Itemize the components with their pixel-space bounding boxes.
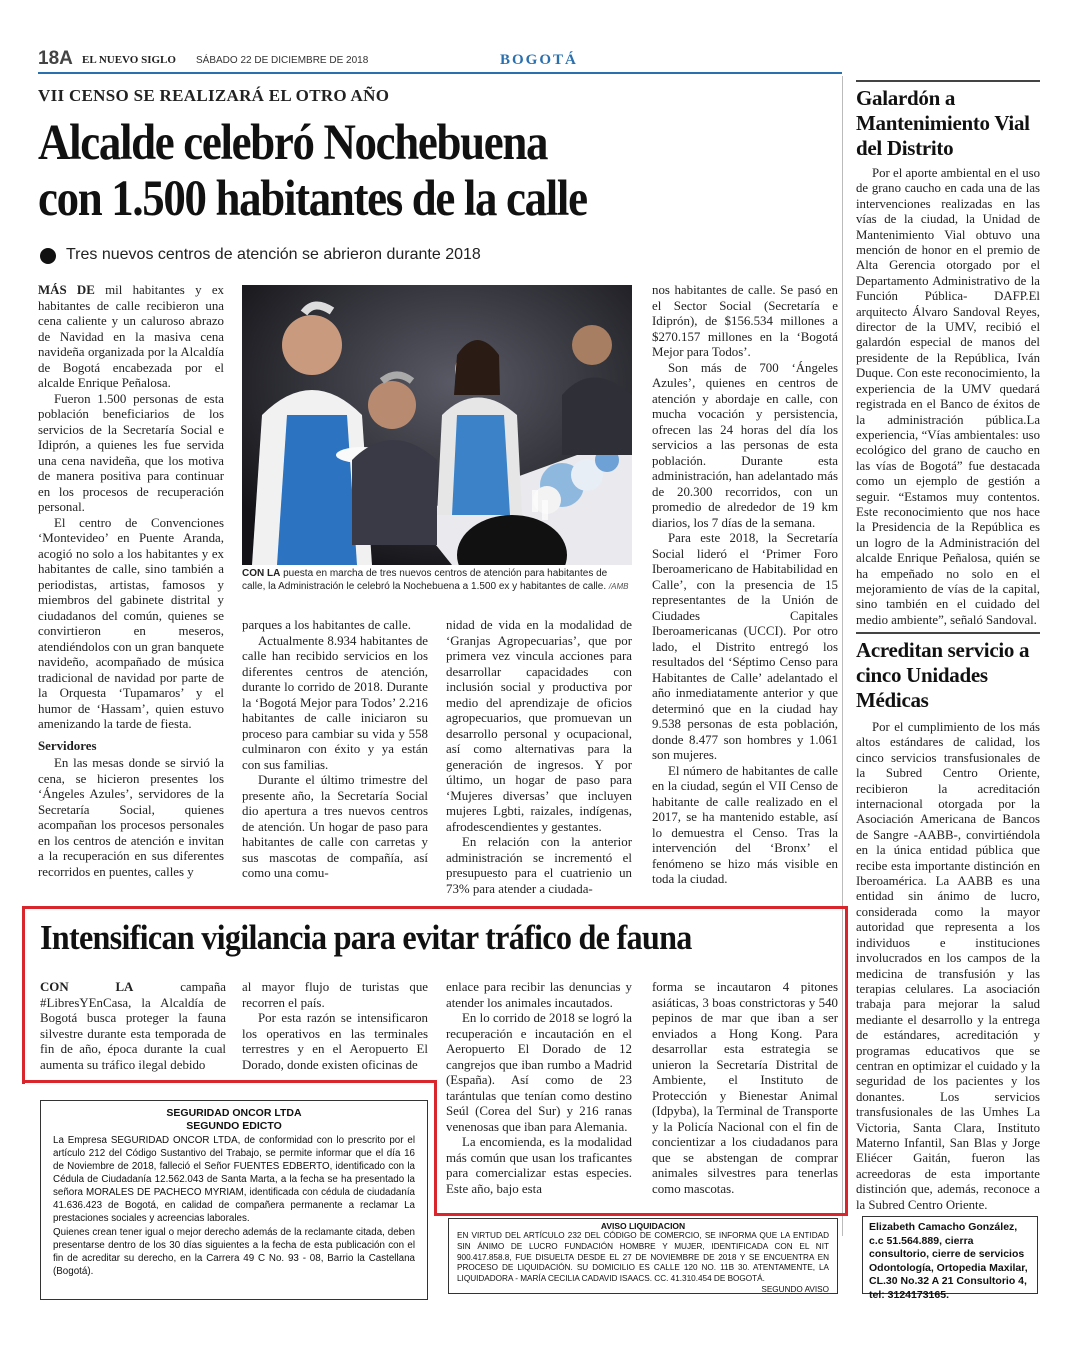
paragraph: Fueron 1.500 personas de esta población beneficiarios de los servicios de la Secretaría Social e Idiprón, a quienes les fue servida una cena navideña, que los motiva de manera positiva para continuar en los procesos de recuperación personal. <box>38 391 224 514</box>
photo-caption <box>242 568 632 593</box>
page-number: 18A <box>38 48 73 69</box>
notice-subtitle: SEGUNDO EDICTO <box>186 1120 282 1132</box>
headline-line-1: Alcalde celebró Nochebuena <box>38 115 548 171</box>
subhead: Servidores <box>38 738 97 753</box>
article-kicker: VII CENSO SE REALIZARÁ EL OTRO AÑO <box>38 86 390 105</box>
notice-body: La Empresa SEGURIDAD ONCOR LTDA, de conformidad con lo prescrito por el artículo 212 del Código Sustantivo del Trabajo, se permite informar que el día 16 de Noviembre de 2018, falleció el Señor FUENTES EDBERTO, identificado con la Cédula de Ciudadanía 12.562.043 de Santa Marta, a la fecha se ha presentado la señora MORALES DE PACHECO MYRIAM, identificada con cédula de ciudadanía 41.636.423 de Bogotá, en calidad de compañera permanente a reclamar La prestaciones sociales y acreencias laborales. <box>53 1135 415 1224</box>
highlight-box-edge <box>22 1080 437 1083</box>
paragraph: campaña #LibresYEnCasa, la Alcaldía de Bogotá busca proteger la fauna silvestre durante esta temporada de fin de año, época durante la cual aumenta su tráfico ilegal debido <box>40 980 226 1072</box>
paragraph: En relación con la anterior administración se incrementó el presupuesto para el cuatrienio un 73% para atender a ciudada- <box>446 835 632 896</box>
fauna-column-3 <box>446 980 632 1197</box>
paragraph: forma se incautaron 4 pitones asiáticas, 3 boas constrictoras y 540 pepinos de mar que iban a ser enviados a Hong Kong. Para desarrollar esta estrategia se unieron la Secretaría Distrital de Ambiente, el Instituto de Protección y Bienestar Animal (Idpyba), la Terminal de Transporte y la Policía Nacional con el fin de concientizar a los ciudadanos para que se abstengan de comprar animales silvestres para tenerlas como mascotas. <box>652 980 838 1196</box>
notice-title: AVISO LIQUIDACION <box>600 1221 686 1231</box>
article-photo <box>242 285 632 565</box>
paragraph: nos habitantes de calle. Se pasó en el Sector Social (Secretaría e Idiprón), de $156.534 millones a $270.157 millones en la ‘Bogotá Mejor para Todos’. <box>652 283 838 359</box>
fauna-column-4 <box>652 980 838 1197</box>
bullet-icon <box>40 248 56 264</box>
lead-in: MÁS DE <box>38 283 95 297</box>
newspaper-name: EL NUEVO SIGLO <box>82 54 176 66</box>
sidebar-text-1 <box>856 166 1040 628</box>
headline-line-2: con 1.500 habitantes de la calle <box>38 171 587 227</box>
paragraph: El número de habitantes de calle en la ciudad, según el VII Censo de habitante de calle realizado en el 2017, se ha mantenido estable, así lo demuestra el Censo. Tras la intervención del ‘Bronx’ el fenómeno se hizo más visible en toda la ciudad. <box>652 763 838 886</box>
caption-lead: CON LA <box>242 568 281 579</box>
fauna-column-2 <box>242 980 428 1073</box>
notice-body: Quienes crean tener igual o mejor derecho además de la reclamante citada, deben presentarse dentro de los 30 días siguientes a la fecha de esta publicación con el fin de acreditar su derecho, en la Carrera 49 C No. 93 - 08, Barrio la Castellana (Bogotá). <box>53 1227 415 1277</box>
paragraph: En lo corrido de 2018 se logró la recuperación e incautación en el Aeropuerto El Dorado de 12 cangrejos que iban rumbo a Madrid (España). Así como de 23 tarántulas que tenían como destino Seúl (Corea del Sur) y 216 ranas venenosas que iban para Alemania. <box>446 1011 632 1134</box>
paragraph: al mayor flujo de turistas que recorren el país. <box>242 980 428 1010</box>
notice-footer: SEGUNDO AVISO <box>761 1284 829 1294</box>
legal-notice-oncor <box>40 1100 428 1300</box>
article-deck: Tres nuevos centros de atención se abrieron durante 2018 <box>66 246 481 263</box>
sidebar-text-2 <box>856 720 1040 1213</box>
paragraph: enlace para recibir las denuncias y atender los animales incautados. <box>446 980 632 1010</box>
notice-body: EN VIRTUD DEL ARTÍCULO 232 DEL CÓDIGO DE COMERCIO, SE INFORMA QUE LA ENTIDAD SIN ÁNIMO DE LUCRO FUNDACIÓN HOMBRE Y MUJER, IDENTIFICADA CON EL NIT 900.417.858.8, FUE DISUELTA DESDE EL 27 DE NOVIEMBRE DE 2018 Y SE ENCUENTRA EN PROCESO DE LIQUIDACIÓN. SU DOMICILIO ES CALLE 120 NO. 11B 30. ATENTAMENTE, LA LIQUIDADORA - MARÍA CECILIA CADAVID ISAACS. CC. 41.310.454 DE BOGOTÁ. <box>457 1231 829 1284</box>
article-headline <box>38 115 742 227</box>
photo-credit: /AMB <box>608 581 629 591</box>
header-rule <box>38 72 842 74</box>
article-column-1 <box>38 283 224 880</box>
paragraph: Son más de 700 ‘Ángeles Azules’, quienes en centros de atención y abordaje en calle, con mucha vocación y persistencia, ofrecen las 24 horas del día los servicios a las personas de esta población. Durante esta administración, han adelantado más de 20.300 recorridos, con un promedio de alrededor de 19 km diarios, los 7 días de la semana. <box>652 360 838 530</box>
photo-illustration <box>242 285 632 565</box>
lead-in: CON LA <box>40 980 134 994</box>
paragraph: Durante el último trimestre del presente año, la Secretaría Social dio apertura a tres nuevos centros de atención. Un hogar de paso para habitantes de calle con carretas y sus mascotas de compañía, así como una comu- <box>242 773 428 880</box>
paragraph: mil habitantes y ex habitantes de calle recibieron una cena caliente y un caluroso abrazo de Navidad en la masiva cena navideña organizada por la Alcaldía de Bogotá encabezada por el alcalde Enrique Peñalosa. <box>38 283 224 390</box>
paragraph: Actualmente 8.934 habitantes de calle han recibido servicios en los diferentes centros de atención, durante lo corrido de 2018. Durante la ‘Bogotá Mejor para Todos’ 2.216 habitantes de calle iniciaron su proceso para cambiar su vida y 558 culminaron con éxito y ya están con sus familias. <box>242 633 428 772</box>
sidebar-headline-2: Acreditan servicio a cinco Unidades Médicas <box>856 638 1030 712</box>
paragraph: Por el aporte ambiental en el uso de grano caucho en cada una de las intervenciones realizadas en las vías de la ciudad, la Unidad de Mantenimiento Vial obtuvo una mención de honor en el premio de Alta Gerencia otorgado por el Departamento Administrativo de la Función Pública- DAFP.El arquitecto Álvaro Sandoval Reyes, director de la UMV, recibió el galardón especial de manos del presidente de la República, Iván Duque. Con este reconocimiento, la experiencia de la UMV quedará registrada en el Banco de éxitos de la administración pública.La experiencia, “Vías ambientales: uso ecológico del grano de caucho en las vías de Bogotá” fue destacada como un ejemplo de gestión a seguir. “Estamos muy contentos. Este reconocimiento que nos hace la Presidencia de la República es un logro de la Administración del alcalde Enrique Peñalosa, quién se ha empeñado no solo en el mejoramiento de vías de la capital, sino también en el cuidado del medio ambiente”, señaló Sandoval. <box>856 166 1040 627</box>
fauna-column-1 <box>40 980 226 1073</box>
paragraph: parques a los habitantes de calle. <box>242 618 411 632</box>
paragraph: En las mesas donde se sirvió la cena, se hicieron presentes los ‘Ángeles Azules’, servidores de la Secretaría Social, quienes acompañan los procesos personales en los centros de atención e invitan a la recuperación en sus diferentes recorridos en puentes, calles y <box>38 756 224 879</box>
sidebar-headline-1: Galardón a Mantenimiento Vial del Distrito <box>856 86 1030 160</box>
article-column-2 <box>242 618 428 882</box>
issue-date: SÁBADO 22 DE DICIEMBRE DE 2018 <box>196 55 369 66</box>
article-column-4 <box>652 283 838 888</box>
paragraph: nidad de vida en la modalidad de ‘Granjas Agropecuarias’, que por primera vez vincula acciones para desarrollar capacidades con inclusión social y productiva por medio del aprendizaje de oficios agropecuarios, que promuevan un desarrollo personal y ocupacional, así como alternativas para la generación de ingresos. Y por último, un hogar de paso para ‘Mujeres diversas’ que incluyen mujeres Lgbti, raizales, indígenas, afrodescendientes y gestantes. <box>446 618 632 834</box>
article-column-3 <box>446 618 632 897</box>
notice-body: Elizabeth Camacho González, c.c 51.564.889, cierra consultorio, cierre de servicios Odontología, Ortopedia Maxilar, CL.30 No.32 A 21 Consultorio 4, tel: 3124173165. <box>869 1221 1028 1301</box>
notice-title: SEGURIDAD ONCOR LTDA <box>166 1107 302 1119</box>
classified-notice <box>862 1216 1038 1301</box>
paragraph: Para este 2018, la Secretaría Social lideró el ‘Primer Foro Iberoamericano de Habitabilidad en Calle’, con la presencia de 15 representantes de la Unión de Ciudades Capitales Iberoamericanas (UCCI). Por otro lado, el Distrito entregó los resultados del ‘Séptimo Censo para Habitantes de Calle’ adelantado el año inmediatamente anterior y que determinó que en la ciudad hay 9.538 personas de esta población, donde 8.477 son hombres y 1.061 son mujeres. <box>652 531 838 762</box>
fauna-headline: Intensifican vigilancia para evitar tráfico de fauna <box>40 918 692 957</box>
sidebar-rule <box>856 632 1040 634</box>
caption-text: puesta en marcha de tres nuevos centros de atención para habitantes de calle, la Administración le celebró la Nochebuena a 1.500 ex y habitantes de calle. <box>242 568 608 592</box>
paragraph: El centro de Convenciones ‘Montevideo’ en Puente Aranda, acogió no solo a los habitantes y ex habitantes de calle, sino también a periodistas, artistas, famosos y miembros del gabinete distrital y ciudadanos del común, quienes se convirtieron en meseros, atendiéndolos con un gran banquete navideño, acompañado de música tradicional de navidad por parte de la Orquesta ‘Tupamaros’ y el humor de ‘Hassam’, quien estuvo amenizando la tarde de fiesta. <box>38 515 224 731</box>
paragraph: Por esta razón se intensificaron los operativos en las terminales terrestres y en el Aeropuerto El Dorado, donde existen oficinas de <box>242 1011 428 1072</box>
sidebar-rule <box>856 80 1040 82</box>
paragraph: La encomienda, es la modalidad más común que usan los traficantes para comercializar estas especies. Este año, bajo esta <box>446 1135 632 1196</box>
legal-notice-liquidacion <box>448 1218 838 1294</box>
section-name: BOGOTÁ <box>500 52 578 68</box>
paragraph: Por el cumplimiento de los más altos estándares de calidad, los cinco servicios transfusionales de la Subred Centro Oriente, recibieron la acreditación internacional otorgada por la Asociación Americana de Bancos de Sangre -AABB-, convirtiéndola en la única entidad pública que recibe esta importante distinción en Iberoamérica. La AABB es una entidad sin ánimo de lucro, considerada como la mayor autoridad que representa a los individuos e instituciones involucrados en los campos de la medicina de transfusión y las terapias celulares. La asociación trabaja para mejorar la salud mediante el desarrollo y la entrega de estándares, acreditación y programas educativos que se centran en optimizar el cuidado y la seguridad de los pacientes y los donantes. Los servicios transfusionales de las Umhes La Victoria, Santa Clara, Instituto Materno Infantil, San Blas y Jorge Eliécer Gaitán, fueron las acreedoras de esta importante distinción que, además, reconoce a la Subred Centro Oriente. <box>856 720 1040 1212</box>
